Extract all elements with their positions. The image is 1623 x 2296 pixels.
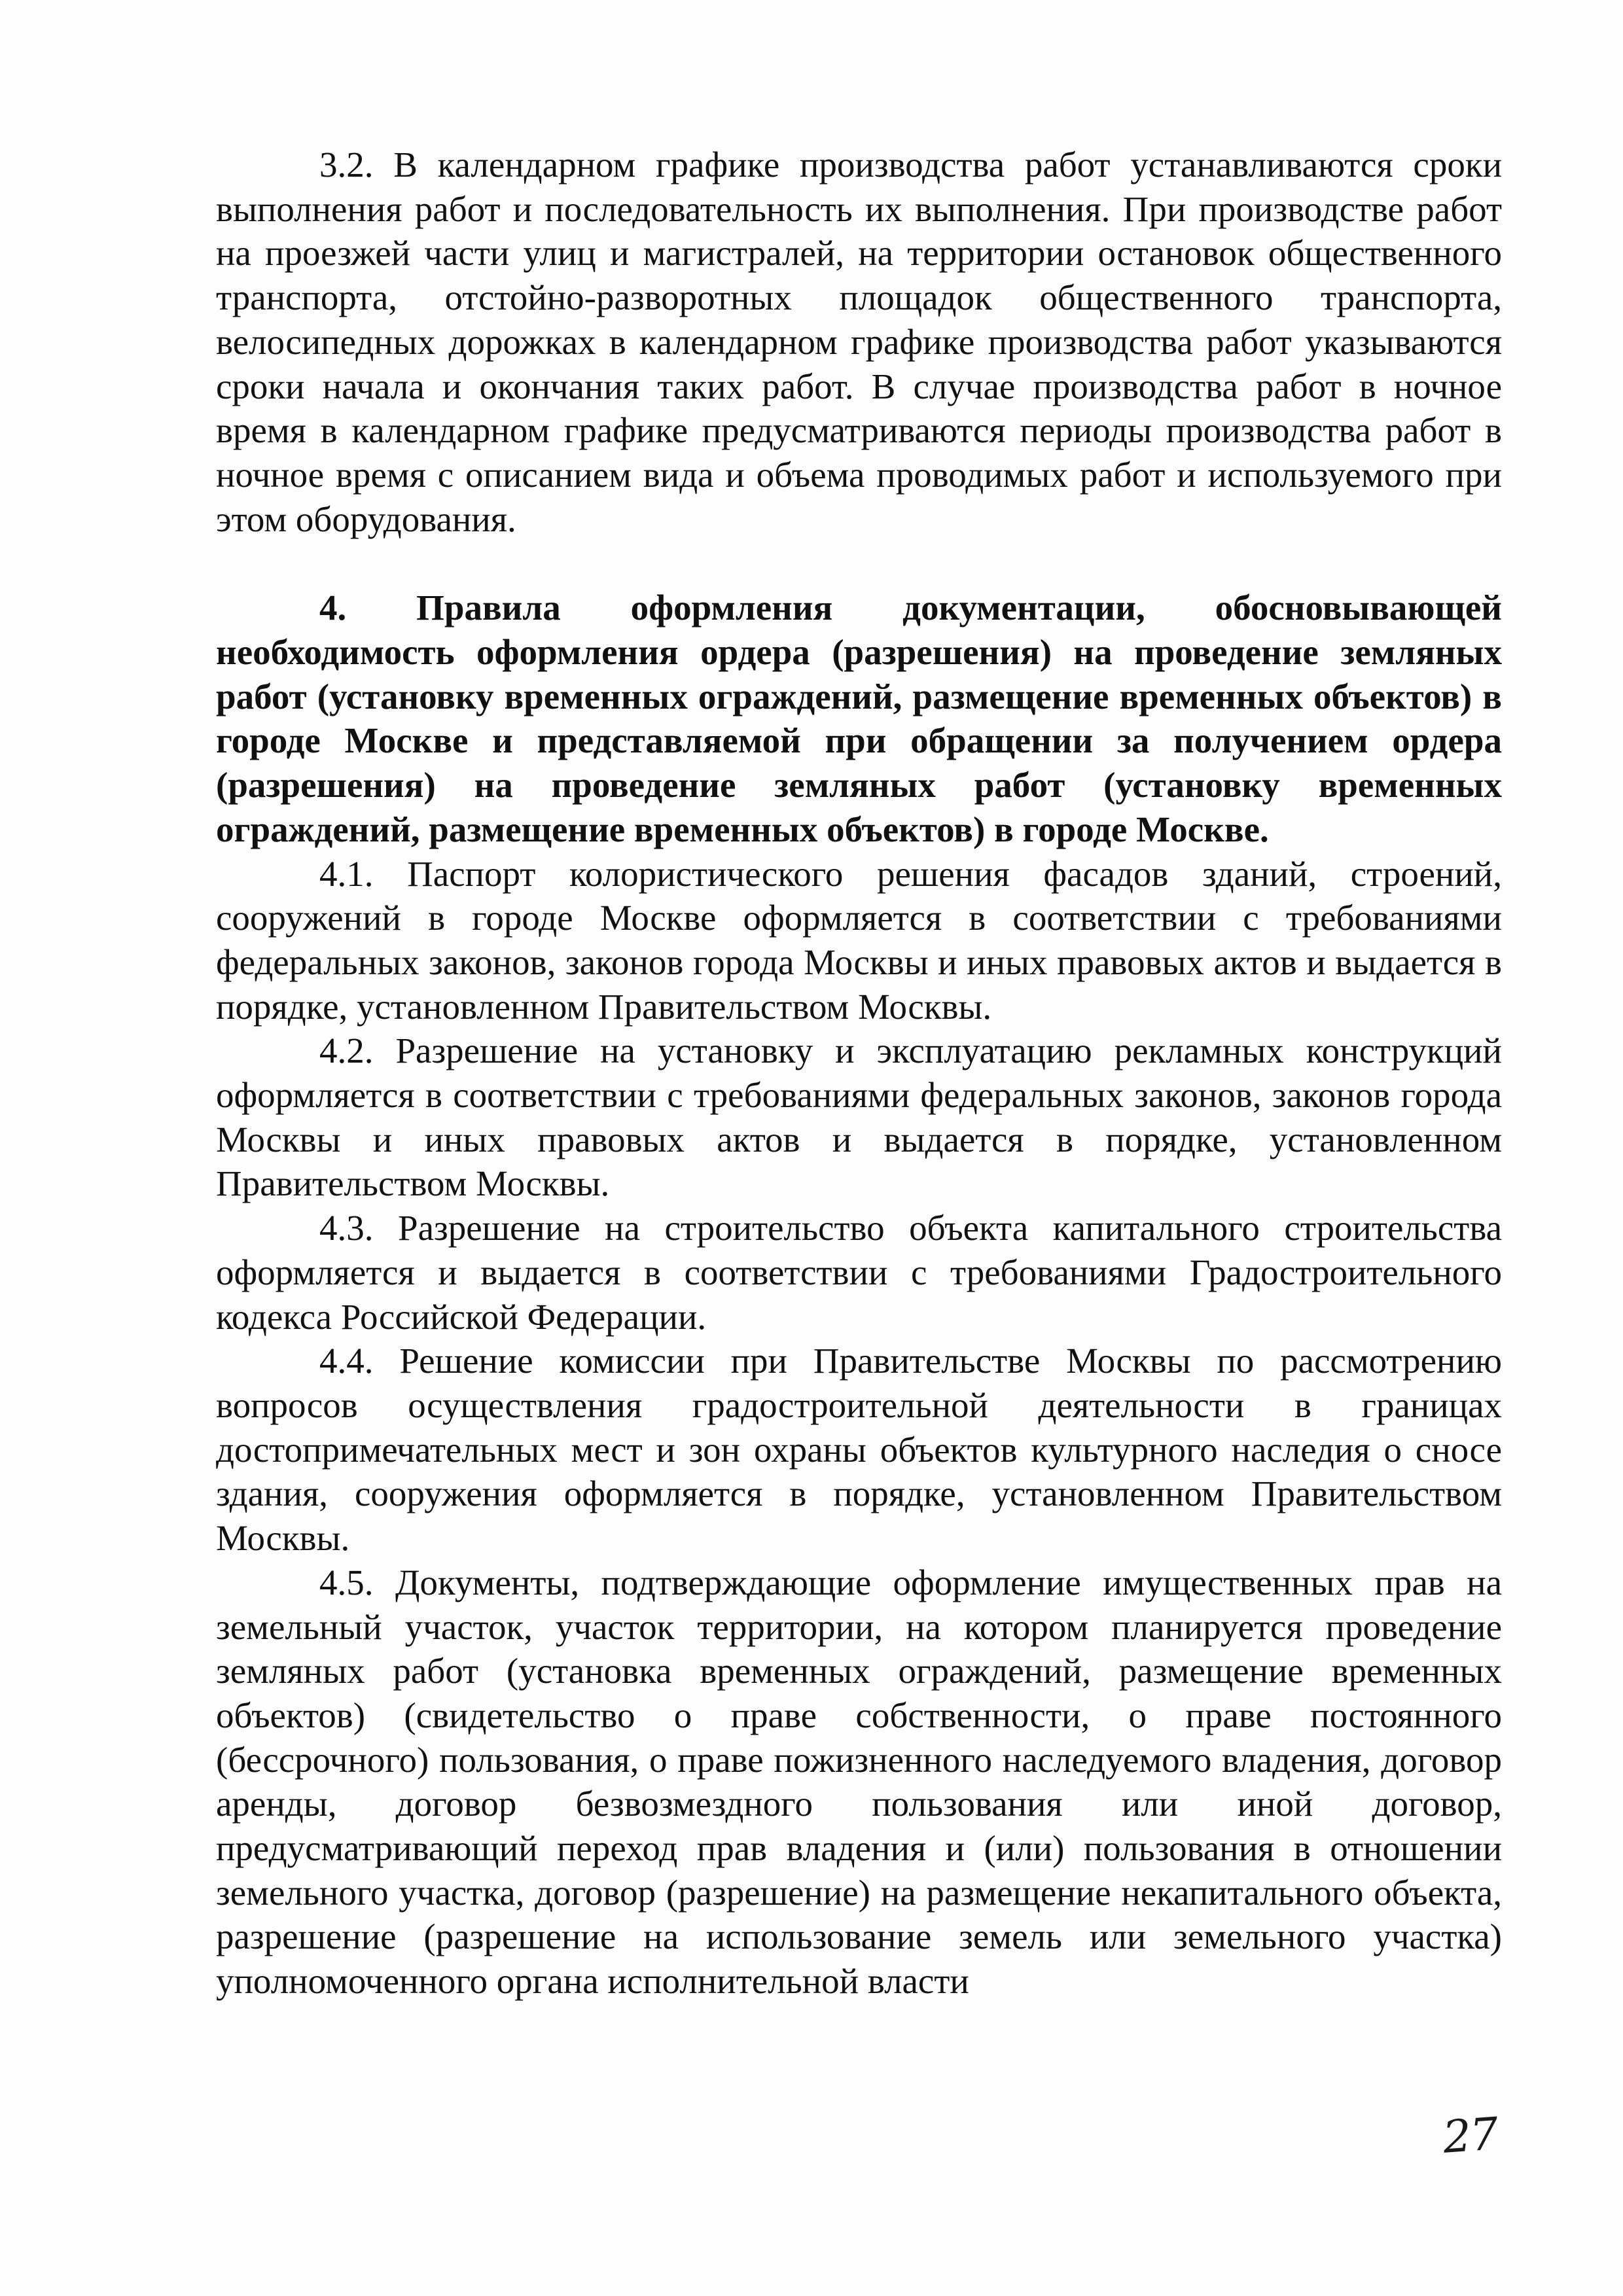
paragraph-4-5: 4.5. Документы, подтверждающие оформление имущественных прав на земельный участок, участок территории, на котором планируется проведение земляных работ (установка временных ограждений, размещение временных объектов) (свидетельство о праве собственности, о праве постоянного (бессрочного) пользования, о праве пожизненного наследуемого владения, договор аренды, договор безвозмездного пользования или иной договор, предусматривающий переход прав владения и (или) пользования в отношении земельного участка, договор (разрешение) на размещение некапитального объекта, разрешение (разрешение на использование земель или земельного участка) уполномоченного органа исполнительной власти (216, 1562, 1502, 2002)
paragraph-4-2: 4.2. Разрешение на установку и эксплуатацию рекламных конструкций оформляется в соответствии с требованиями федеральных законов, законов города Москвы и иных правовых актов и выдается в порядке, установленном Правительством Москвы. (216, 1031, 1502, 1204)
handwritten-page-number: 27 (1441, 2108, 1499, 2164)
paragraph-4-4: 4.4. Решение комиссии при Правительстве Москвы по рассмотрению вопросов осуществления градостроительной деятельности в границах достопримечательных мест и зон охраны объектов культурного наследия о сносе здания, сооружения оформляется в порядке, установленном Правительством Москвы. (216, 1341, 1502, 1559)
section-4-heading: 4. Правила оформления документации, обосновывающей необходимость оформления ордера (разрешения) на проведение земляных работ (установку временных ограждений, размещение временных объектов) в городе Москве и представляемой при обращении за получением ордера (разрешения) на проведение земляных работ (установку временных ограждений, размещение временных объектов) в городе Москве. (216, 588, 1502, 849)
paragraph-4-1: 4.1. Паспорт колористического решения фасадов зданий, строений, сооружений в городе Москве оформляется в соответствии с требованиями федеральных законов, законов города Москвы и иных правовых актов и выдается в порядке, установленном Правительством Москвы. (216, 853, 1502, 1027)
document-body (216, 143, 1502, 2004)
paragraph-3-2: 3.2. В календарном графике производства работ устанавливаются сроки выполнения работ и последовательность их выполнения. При производстве работ на проезжей части улиц и магистралей, на территории остановок общественного транспорта, отстойно-разворотных площадок общественного транспорта, велосипедных дорожках в календарном графике производства работ указываются сроки начала и окончания таких работ. В случае производства работ в ночное время в календарном графике предусматриваются периоды производства работ в ночное время с описанием вида и объема проводимых работ и используемого при этом оборудования. (216, 145, 1502, 539)
paragraph-4-3: 4.3. Разрешение на строительство объекта капитального строительства оформляется и выдается в соответствии с требованиями Градостроительного кодекса Российской Федерации. (216, 1208, 1502, 1337)
